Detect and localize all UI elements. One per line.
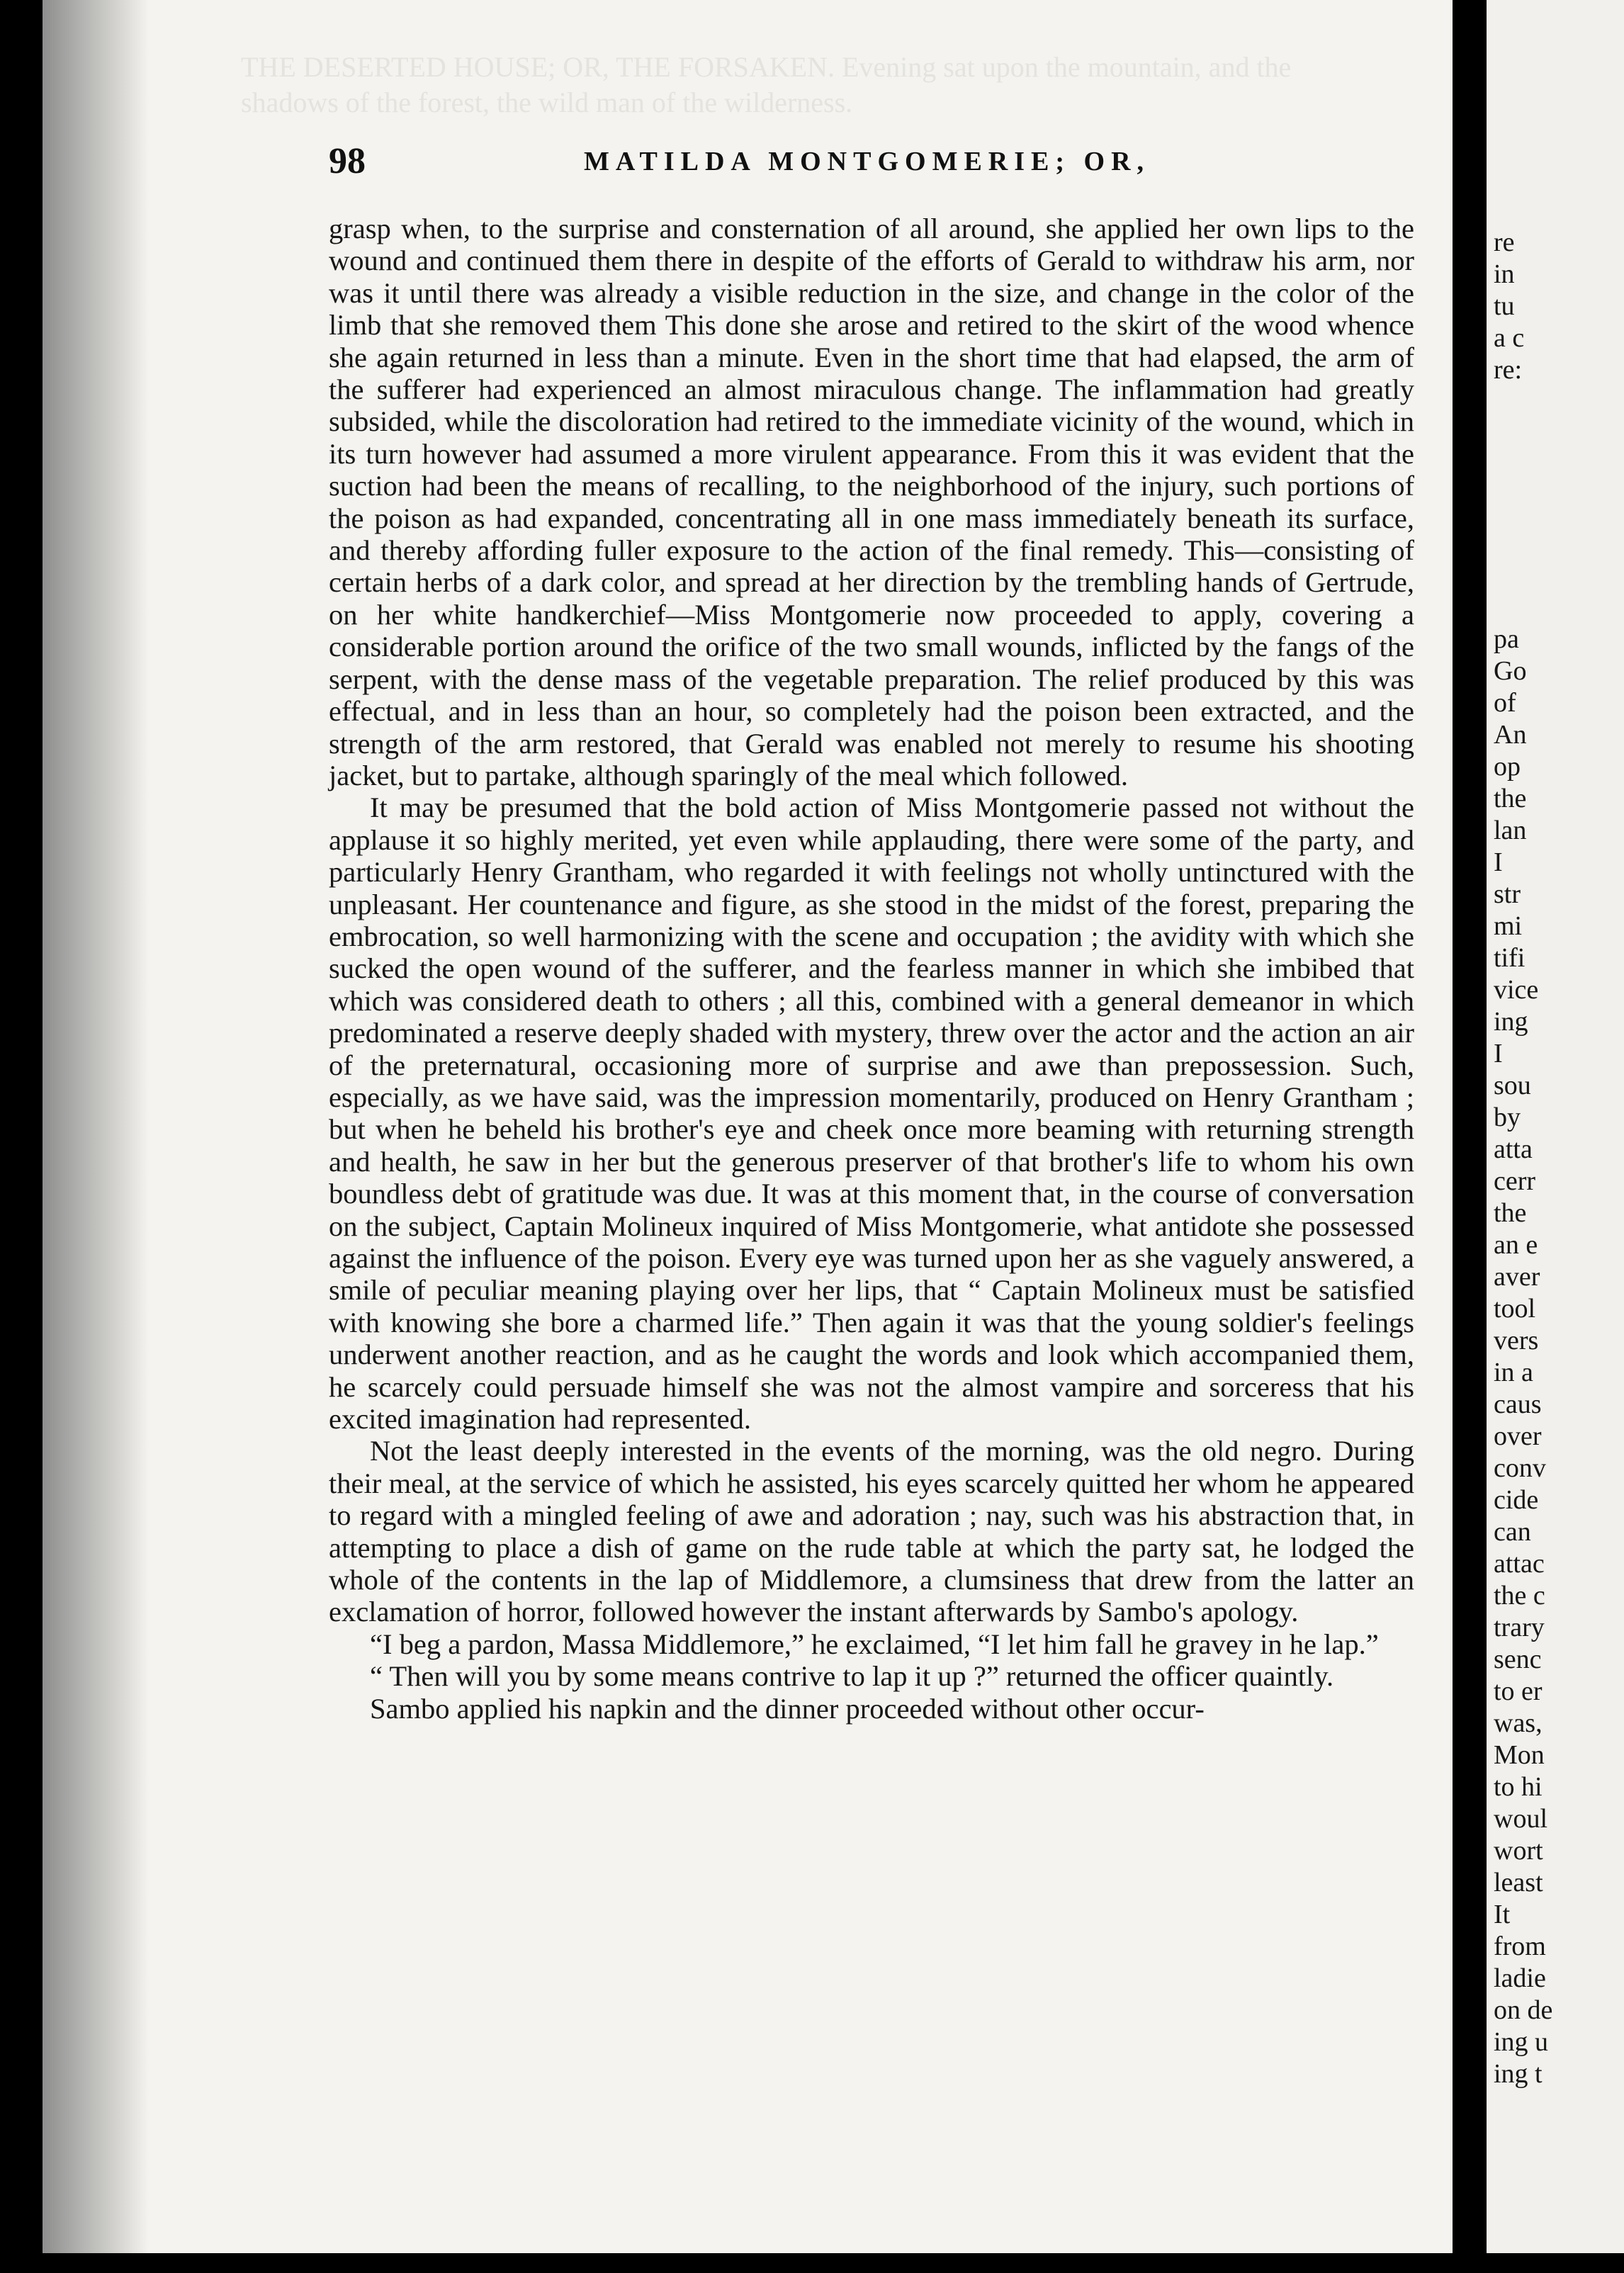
- facing-page-fragment: least: [1494, 1868, 1543, 1897]
- facing-page-fragment: aver: [1494, 1262, 1540, 1292]
- facing-page-fragment: cide: [1494, 1485, 1539, 1515]
- facing-page-fragment: the: [1494, 784, 1527, 813]
- facing-page-fragment: An: [1494, 720, 1527, 750]
- paragraph: “I beg a pardon, Massa Middlemore,” he exclaimed, “I let him fall he gravey in he lap.”: [370, 1628, 1379, 1660]
- facing-page-fragment: by: [1494, 1102, 1521, 1132]
- paragraph: Not the least deeply interested in the events of the morning, was the old negro. During their meal, at the service of which he assisted, his eyes scarcely quitted her whom he appeared to regard with a mingled feeling of awe and adoration ; nay, such was his abstraction that, in attempting to place a dish of game on the rude table at which the party sat, he lodged the whole of the contents in the lap of Middlemore, a clumsiness that drew from the latter an exclamation of horror, followed however the instant afterwards by Sambo's apology.: [329, 1435, 1414, 1628]
- facing-page-fragment: to er: [1494, 1676, 1543, 1706]
- facing-page-fragment: sou: [1494, 1071, 1531, 1100]
- facing-page-fragment: from: [1494, 1931, 1546, 1961]
- bleed-through-text: THE DESERTED HOUSE; OR, THE FORSAKEN. Evening sat upon the mountain, and the shadows of the forest, the wild man of the wilderness.: [241, 51, 1292, 118]
- scan-border: [0, 2253, 1624, 2273]
- facing-page-fragment: to hi: [1494, 1772, 1543, 1802]
- facing-page-fragment: of: [1494, 688, 1516, 718]
- facing-page-fragment: re:: [1494, 355, 1523, 385]
- running-title: MATILDA MONTGOMERIE; OR,: [584, 147, 1151, 176]
- facing-page: [1487, 0, 1624, 2273]
- facing-page-fragment: atta: [1494, 1134, 1533, 1164]
- facing-page-fragment: tu: [1494, 291, 1515, 321]
- facing-page-fragment: vice: [1494, 975, 1539, 1005]
- facing-page-fragment: trary: [1494, 1613, 1545, 1642]
- facing-page-fragment: attac: [1494, 1549, 1545, 1579]
- facing-page-fragment: can: [1494, 1517, 1531, 1547]
- facing-page-fragment: the c: [1494, 1581, 1545, 1611]
- facing-page-fragment: an e: [1494, 1230, 1538, 1260]
- body-text: [329, 213, 1414, 1725]
- facing-page-fragment: in: [1494, 259, 1515, 289]
- facing-page-fragment: ing: [1494, 1007, 1528, 1037]
- facing-page-fragment: mi: [1494, 911, 1523, 941]
- paragraph: It may be presumed that the bold action of Miss Montgomerie passed not without the applause it so highly merited, yet even while applauding, there were some of the party, and particularly Henry Grantham, who regarded it with feelings not wholly untinctured with the unpleasant. Her countenance and figure, as she stood in the midst of the forest, preparing the embrocation, so well harmonizing with the scene and occupation ; the avidity with which she sucked the open wound of the sufferer, and the fearless manner in which she imbibed that which was considered death to others ; all this, combined with a general demeanor in which predominated a reserve deeply shaded with mystery, threw over the actor and the action an air of the preternatural, occasioning more of surprise and awe than prepossession. Such, especially, as we have said, was the impression momentarily, produced on Henry Grantham ; but when he beheld his brother's eye and cheek once more beaming with returning strength and health, he saw in her but the generous preserver of that brother's life to whom his own boundless debt of gratitude was due. It was at this moment that, in the course of conversation on the subject, Captain Molineux inquired of Miss Montgomerie, what antidote she possessed against the influence of the poison. Every eye was turned upon her as she vaguely answered, a smile of peculiar meaning playing over her lips, that “ Captain Molineux must be satisfied with knowing she bore a charmed life.” Then again it was that the young soldier's feelings underwent another reaction, and as he caught the words and look which accompanied them, he scarcely could persuade himself she was not the almost vampire and sorceress that his excited imagination had represented.: [329, 791, 1414, 1436]
- facing-page-fragment: cerr: [1494, 1166, 1536, 1196]
- facing-page-fragment: caus: [1494, 1389, 1542, 1419]
- facing-page-fragment: ing u: [1494, 2027, 1549, 2057]
- facing-page-fragment: tifi: [1494, 943, 1526, 973]
- facing-page-fragment: vers: [1494, 1326, 1539, 1355]
- facing-page-fragment: ladie: [1494, 1963, 1546, 1993]
- facing-page-fragment: It: [1494, 1900, 1511, 1929]
- facing-page-fragment: lan: [1494, 816, 1527, 845]
- page-number: 98: [329, 141, 366, 181]
- facing-page-fragment: senc: [1494, 1645, 1542, 1674]
- paragraph: Sambo applied his napkin and the dinner proceeded without other occur-: [370, 1692, 1205, 1725]
- facing-page-fragment: wort: [1494, 1836, 1543, 1866]
- facing-page-fragment: over: [1494, 1421, 1542, 1451]
- facing-page-fragment: conv: [1494, 1453, 1546, 1483]
- facing-page-fragment: op: [1494, 752, 1521, 782]
- facing-page-fragment: woul: [1494, 1804, 1547, 1834]
- paragraph: grasp when, to the surprise and consternation of all around, she applied her own lips to the wound and continued them there in despite of the efforts of Gerald to withdraw his arm, nor was it until there was already a visible reduction in the size, and change in the color of the limb that she removed them This done she arose and retired to the skirt of the wood whence she again returned in less than a minute. Even in the short time that had elapsed, the arm of the sufferer had experienced an almost miraculous change. The inflammation had greatly subsided, while the discoloration had retired to the immediate vicinity of the wound, which in its turn however had assumed a more virulent appearance. From this it was evident that the suction had been the means of recalling, to the neighborhood of the injury, such portions of the poison as had expanded, concentrating all in one mass immediately beneath its surface, and thereby affording fuller exposure to the action of the final remedy. This—consisting of certain herbs of a dark color, and spread at her direction by the trembling hands of Gertrude, on her white handkerchief—Miss Montgomerie now proceeded to apply, covering a considerable portion around the orifice of the two small wounds, inflicted by the fangs of the serpent, with the dense mass of the vegetable preparation. The relief produced by this was effectual, and in less than an hour, so completely had the poison been extracted, and the strength of the arm restored, that Gerald was enabled not merely to resume his shooting jacket, but to partake, although sparingly of the meal which followed.: [329, 213, 1414, 791]
- facing-page-fragment: ing t: [1494, 2059, 1543, 2089]
- page-divider: [1454, 0, 1487, 2273]
- facing-page-fragment: Mon: [1494, 1740, 1545, 1770]
- facing-page-fragment: I: [1494, 1039, 1503, 1068]
- facing-page-fragment: Go: [1494, 656, 1527, 686]
- facing-page-fragment: str: [1494, 879, 1521, 909]
- facing-page-fragment: in a: [1494, 1358, 1533, 1387]
- facing-page-fragment: re: [1494, 227, 1515, 257]
- facing-page-fragment: pa: [1494, 624, 1519, 654]
- facing-page-fragment: I: [1494, 847, 1503, 877]
- paragraph: “ Then will you by some means contrive to lap it up ?” returned the officer quaintly.: [370, 1660, 1334, 1693]
- facing-page-fragment: on de: [1494, 1995, 1553, 2025]
- binding-gutter-shadow: [43, 0, 149, 2253]
- facing-page-fragment: the: [1494, 1198, 1527, 1228]
- facing-page-fragment: a c: [1494, 323, 1525, 353]
- facing-page-fragment: tool: [1494, 1294, 1536, 1324]
- page-header: [329, 140, 1420, 183]
- facing-page-fragment: was,: [1494, 1708, 1543, 1738]
